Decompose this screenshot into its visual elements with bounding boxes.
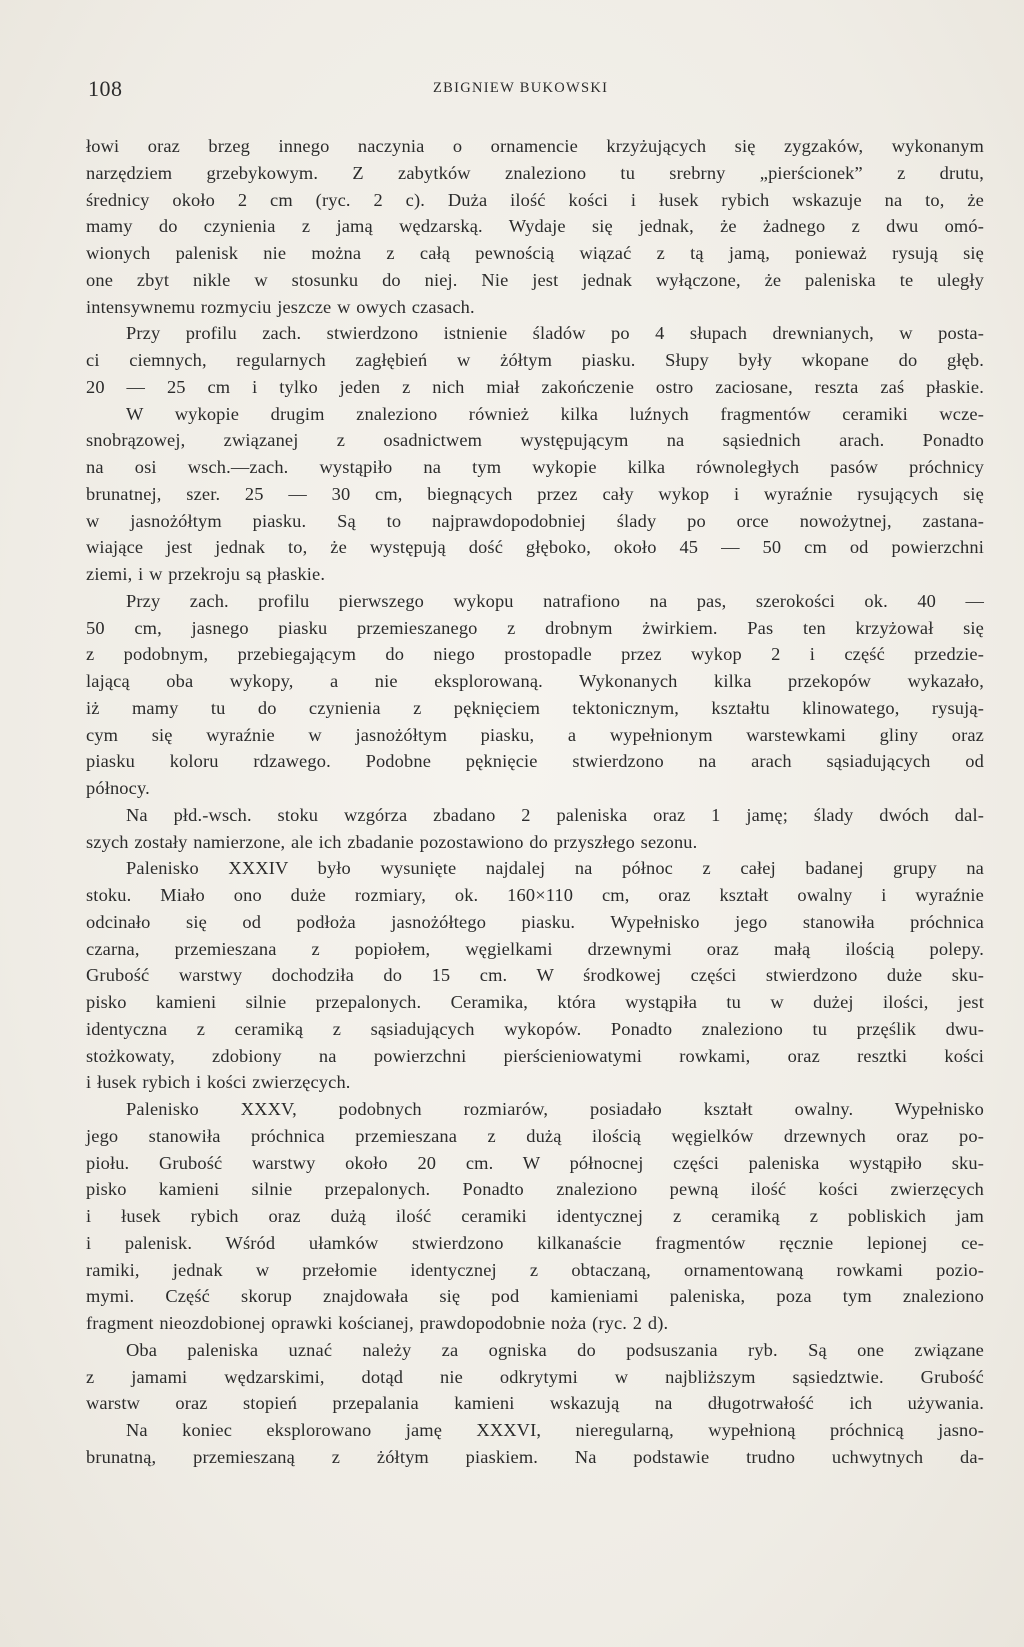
text-line: i palenisk. Wśród ułamków stwierdzono kilkanaście fragmentów ręcznie lepionej ce- (86, 1232, 984, 1253)
text-line: mymi. Część skorup znajdowała się pod kamieniami paleniska, poza tym znaleziono (86, 1286, 984, 1307)
text-line: Oba paleniska uznać należy za ogniska do podsuszania ryb. Są one związane (126, 1339, 984, 1360)
text-line: Na koniec eksplorowano jamę XXXVI, nieregularną, wypełnioną próchnicą jasno- (126, 1420, 984, 1440)
text-line: Przy profilu zach. stwierdzono istnienie śladów po 4 słupach drewnianych, w posta- (126, 323, 984, 344)
text-line: W wykopie drugim znaleziono również kilka luźnych fragmentów ceramiki wcze- (126, 403, 984, 424)
text-line: z jamami wędzarskimi, dotąd nie odkrytymi w najbliższym sąsiedztwie. Grubość (86, 1366, 984, 1387)
text-line: łowi oraz brzeg innego naczynia o ornamencie krzyżujących się zygzaków, wykonanym (86, 136, 984, 156)
text-line: piasku koloru rdzawego. Podobne pęknięcie stwierdzono na arach sąsiadujących od (86, 751, 984, 772)
text-line: Palenisko XXXV, podobnych rozmiarów, posiadało kształt owalny. Wypełnisko (126, 1099, 984, 1119)
text-line: 20 — 25 cm i tylko jeden z nich miał zakończenie ostro zaciosane, reszta zaś płaskie. (86, 376, 984, 397)
text-line: pisko kamieni silnie przepalonych. Ceramika, która wystąpiła tu w dużej ilości, jest (86, 992, 984, 1012)
text-line: intensywnemu rozmyciu jeszcze w owych czasach. (86, 296, 475, 317)
text-line: czarna, przemieszana z popiołem, węgielkami drzewnymi oraz małą ilością polepy. (86, 938, 984, 959)
text-line: i łusek rybich i kości zwierzęcych. (86, 1072, 351, 1093)
text-line: piołu. Grubość warstwy około 20 cm. W północnej części paleniska wystąpiło sku- (86, 1152, 984, 1173)
running-head: ZBIGNIEW BUKOWSKI (433, 80, 609, 96)
text-line: one zbyt nikle w stosunku do niej. Nie jest jednak wyłączone, że paleniska te uległy (86, 269, 984, 290)
text-line: ramiki, jednak w przełomie identycznej z obtaczaną, ornamentowaną rowkami pozio- (86, 1259, 984, 1280)
text-line: warstw oraz stopień przepalania kamieni wskazują na długotrwałość ich używania. (86, 1393, 984, 1414)
text-line: ci ciemnych, regularnych zagłębień w żółtym piasku. Słupy były wkopane do głęb. (86, 350, 984, 370)
text-line: mamy do czynienia z jamą wędzarską. Wydaje się jednak, że żadnego z dwu omó- (86, 216, 984, 237)
page-number: 108 (88, 76, 123, 101)
text-line: iż mamy tu do czynienia z pęknięciem tektonicznym, kształtu klinowatego, rysują- (86, 697, 984, 718)
text-line: Grubość warstwy dochodziła do 15 cm. W środkowej części stwierdzono duże sku- (86, 965, 984, 986)
text-line: narzędziem grzebykowym. Z zabytków znaleziono tu srebrny „pierścionek” z drutu, (86, 162, 984, 183)
text-line: Palenisko XXXIV było wysunięte najdalej na północ z całej badanej grupy na (126, 858, 984, 879)
text-line: Przy zach. profilu pierwszego wykopu natrafiono na pas, szerokości ok. 40 — (126, 590, 984, 611)
body-text (86, 133, 984, 1471)
text-line: 50 cm, jasnego piasku przemieszanego z drobnym żwirkiem. Pas ten krzyżował się (86, 617, 984, 638)
text-line: pisko kamieni silnie przepalonych. Ponadto znaleziono pewną ilość kości zwierzęcych (86, 1179, 984, 1200)
text-line: lającą oba wykopy, a nie eksplorowaną. Wykonanych kilka przekopów wykazało, (86, 671, 984, 691)
text-line: średnicy około 2 cm (ryc. 2 c). Duża ilość kości i łusek rybich wskazuje na to, że (86, 189, 984, 210)
text-line: brunatnej, szer. 25 — 30 cm, biegnących przez cały wykop i wyraźnie rysujących się (86, 483, 984, 504)
text-line: snobrązowej, związanej z osadnictwem występującym na sąsiednich arach. Ponadto (86, 430, 984, 451)
text-line: stoku. Miało ono duże rozmiary, ok. 160×110 cm, oraz kształt owalny i wyraźnie (86, 885, 984, 905)
text-line: północy. (86, 778, 150, 798)
text-line: fragment nieozdobionej oprawki kościanej, prawdopodobnie noża (ryc. 2 d). (86, 1313, 669, 1333)
text-line: wionych palenisk nie można z całą pewnością wiązać z tą jamą, ponieważ rysują się (86, 243, 984, 263)
page-header (88, 76, 948, 106)
text-line: cym się wyraźnie w jasnożółtym piasku, a wypełnionym warstewkami gliny oraz (86, 724, 984, 745)
text-line: identyczna z ceramiką z sąsiadujących wykopów. Ponadto znaleziono tu przęślik dwu- (86, 1018, 984, 1039)
text-line: z podobnym, przebiegającym do niego prostopadle przez wykop 2 i część przedzie- (86, 644, 984, 665)
text-line: odcinało się od podłoża jasnożółtego piasku. Wypełnisko jego stanowiła próchnica (86, 911, 984, 932)
text-line: szych zostały namierzone, ale ich zbadanie pozostawiono do przyszłego sezonu. (86, 831, 698, 852)
text-line: brunatną, przemieszaną z żółtym piaskiem. Na podstawie trudno uchwytnych da- (86, 1446, 984, 1467)
text-line: jego stanowiła próchnica przemieszana z dużą ilością węgielków drzewnych oraz po- (86, 1125, 984, 1146)
text-line: stożkowaty, zdobiony na powierzchni pierścieniowatymi rowkami, oraz resztki kości (86, 1045, 984, 1066)
text-line: wiające jest jednak to, że występują dość głęboko, około 45 — 50 cm od powierzchni (86, 537, 984, 558)
text-line: na osi wsch.—zach. wystąpiło na tym wykopie kilka równoległych pasów próchnicy (86, 457, 984, 477)
text-line: ziemi, i w przekroju są płaskie. (86, 564, 326, 584)
text-line: i łusek rybich oraz dużą ilość ceramiki identycznej z ceramiką z pobliskich jam (86, 1206, 984, 1226)
text-line: w jasnożółtym piasku. Są to najprawdopodobniej ślady po orce nowożytnej, zastana- (86, 510, 984, 531)
text-line: Na płd.-wsch. stoku wzgórza zbadano 2 paleniska oraz 1 jamę; ślady dwóch dal- (126, 804, 984, 825)
